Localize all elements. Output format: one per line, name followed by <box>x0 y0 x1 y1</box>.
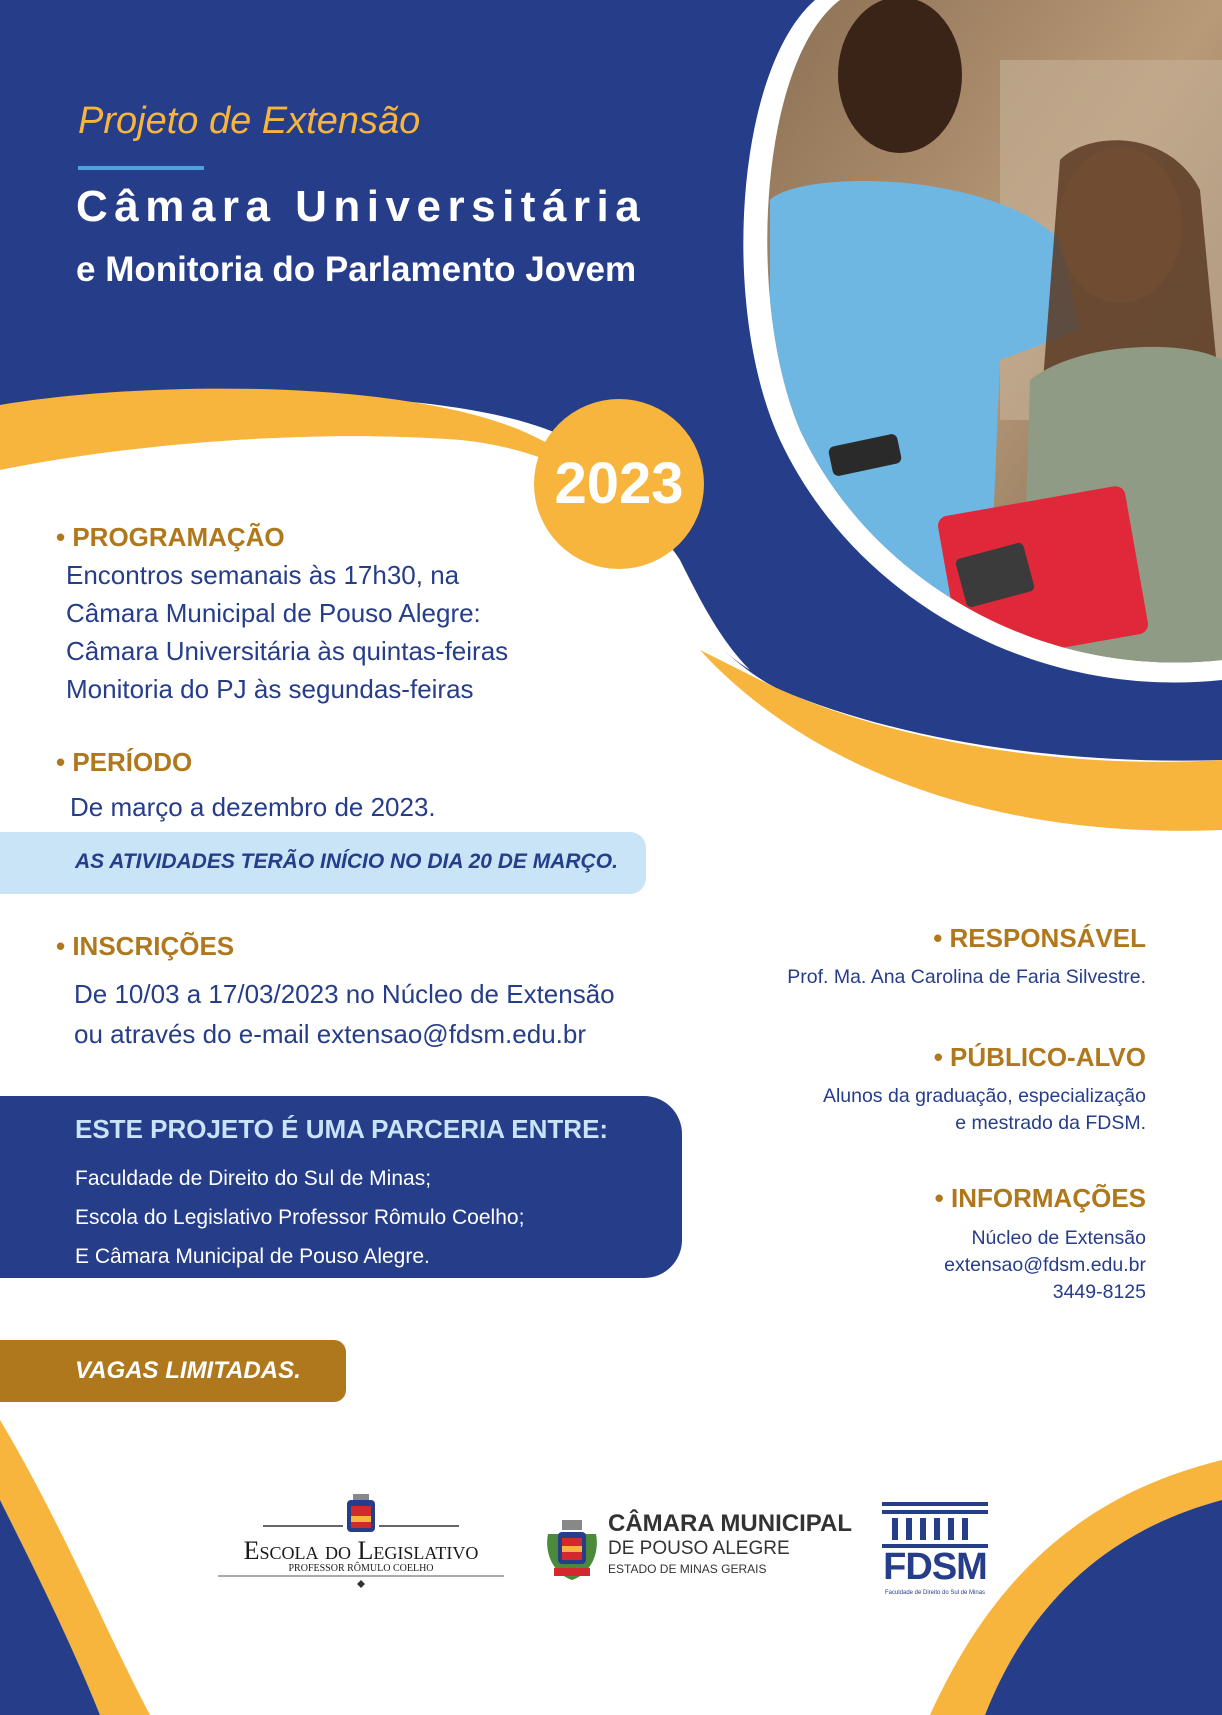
informacoes-body <box>944 1225 1146 1306</box>
programacao-heading: • PROGRAMAÇÃO <box>56 522 285 552</box>
limited-spots-text: VAGAS LIMITADAS. <box>75 1357 301 1384</box>
programacao-body <box>66 556 508 708</box>
inscricoes-body <box>74 974 615 1054</box>
camara-municipal-logo <box>544 1510 852 1590</box>
escola-legislativo-logo <box>208 1492 514 1602</box>
year-badge <box>534 399 704 569</box>
camara-state: ESTADO DE MINAS GERAIS <box>608 1562 767 1576</box>
periodo-heading: • PERÍODO <box>56 747 193 777</box>
partner-item: Escola do Legislativo Professor Rômulo Coelho; <box>75 1206 525 1229</box>
start-date-notice <box>0 832 646 894</box>
responsavel-heading: • RESPONSÁVEL <box>933 923 1146 953</box>
programacao-line: Monitoria do PJ às segundas-feiras <box>66 674 474 704</box>
programacao-line: Encontros semanais às 17h30, na <box>66 560 460 590</box>
partnership-box <box>0 1096 682 1278</box>
publico-heading: • PÚBLICO-ALVO <box>933 1042 1146 1072</box>
escola-subtitle: PROFESSOR RÔMULO COELHO <box>288 1563 434 1574</box>
fdsm-title: FDSM <box>883 1546 987 1588</box>
informacoes-line: Núcleo de Extensão <box>971 1227 1146 1249</box>
informacoes-line: 3449-8125 <box>1052 1281 1146 1303</box>
partner-item: Faculdade de Direito do Sul de Minas; <box>75 1167 432 1190</box>
informacoes-heading: • INFORMAÇÕES <box>934 1183 1146 1213</box>
title-line-2: e Monitoria do Parlamento Jovem <box>76 250 637 289</box>
limited-spots-badge <box>0 1340 346 1402</box>
partnership-heading: ESTE PROJETO É UMA PARCERIA ENTRE: <box>75 1114 609 1144</box>
year-text: 2023 <box>554 451 684 516</box>
programacao-line: Câmara Municipal de Pouso Alegre: <box>66 598 481 628</box>
camara-crest-icon <box>544 1514 600 1584</box>
inscricoes-line: ou através do e-mail extensao@fdsm.edu.br <box>74 1019 586 1049</box>
project-subtitle: Projeto de Extensão <box>78 100 421 142</box>
title-divider <box>78 166 204 170</box>
programacao-line: Câmara Universitária às quintas-feiras <box>66 636 509 666</box>
periodo-text: De março a dezembro de 2023. <box>70 792 436 822</box>
fdsm-subtitle: Faculdade de Direito do Sul de Minas <box>884 1590 986 1596</box>
partner-item: E Câmara Municipal de Pouso Alegre. <box>75 1245 430 1268</box>
escola-title: Escola do Legislativo <box>243 1536 479 1565</box>
inscricoes-line: De 10/03 a 17/03/2023 no Núcleo de Extensão <box>74 979 615 1009</box>
fdsm-logo <box>878 1500 992 1600</box>
publico-body <box>823 1083 1146 1137</box>
camara-city: DE POUSO ALEGRE <box>608 1538 790 1559</box>
publico-line: e mestrado da FDSM. <box>955 1112 1146 1134</box>
camara-title: CÂMARA MUNICIPAL <box>608 1510 852 1537</box>
title-line-1: Câmara Universitária <box>76 182 647 231</box>
start-date-notice-text: AS ATIVIDADES TERÃO INÍCIO NO DIA 20 DE MARÇO. <box>75 850 618 873</box>
fdsm-building-icon <box>878 1500 992 1550</box>
responsavel-text: Prof. Ma. Ana Carolina de Faria Silvestre. <box>787 966 1146 988</box>
inscricoes-heading: • INSCRIÇÕES <box>56 931 235 961</box>
informacoes-line: extensao@fdsm.edu.br <box>944 1254 1146 1276</box>
publico-line: Alunos da graduação, especialização <box>822 1085 1146 1107</box>
